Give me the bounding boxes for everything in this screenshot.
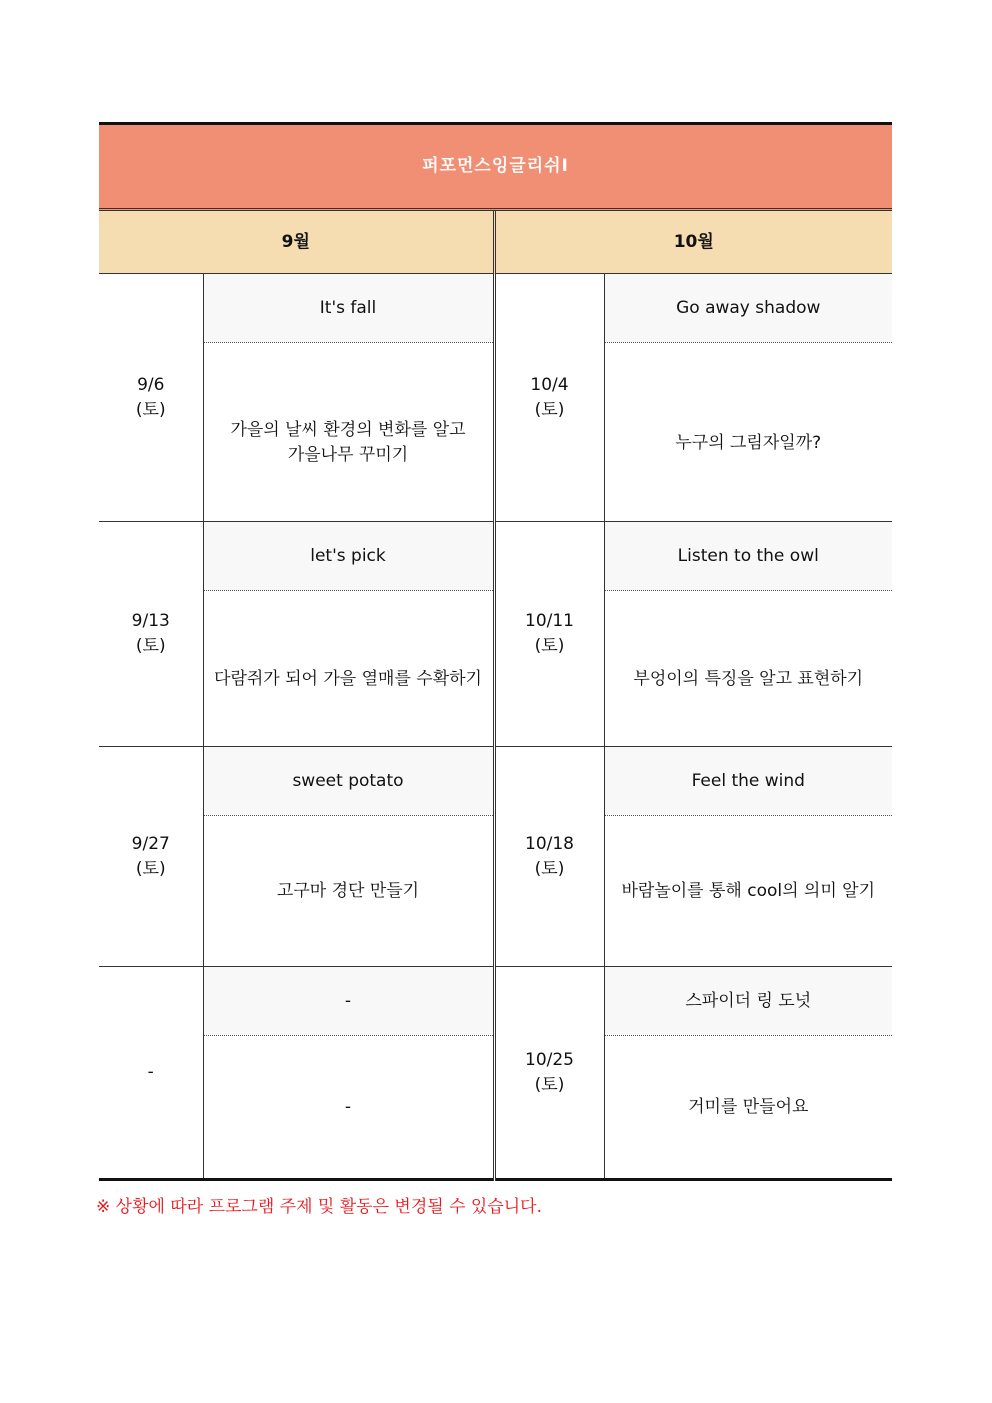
schedule-row	[99, 967, 892, 1036]
session-description	[203, 591, 494, 747]
session-description	[203, 816, 494, 967]
session-date: 9/13	[131, 611, 170, 631]
session-date-cell	[494, 522, 604, 747]
session-description	[604, 816, 892, 967]
page-title: 퍼포먼스잉글리쉬Ⅰ	[99, 124, 892, 210]
session-day: (토)	[534, 399, 565, 420]
session-topic: -	[203, 967, 494, 1036]
description-line: 다람쥐가 되어 가을 열매를 수확하기	[214, 669, 482, 689]
schedule-row	[99, 747, 892, 816]
session-day: (토)	[534, 1074, 565, 1095]
schedule-row	[99, 274, 892, 343]
session-date: 10/11	[525, 611, 574, 631]
session-topic: 스파이더 링 도넛	[604, 967, 892, 1036]
schedule-row	[99, 522, 892, 591]
month-header-row	[99, 210, 892, 274]
session-description	[604, 1036, 892, 1180]
session-date: -	[147, 1062, 154, 1082]
session-date: 9/27	[131, 833, 170, 854]
session-day: (토)	[534, 858, 565, 879]
session-date-cell	[99, 967, 203, 1180]
session-topic: It's fall	[203, 274, 494, 343]
session-date-cell	[494, 747, 604, 967]
session-date-cell	[494, 967, 604, 1180]
session-description	[604, 591, 892, 747]
session-date-cell	[99, 274, 203, 522]
session-date-cell	[99, 747, 203, 967]
session-day: (토)	[135, 399, 166, 420]
month-header-october: 10월	[494, 210, 892, 274]
description-line: 부엉이의 특징을 알고 표현하기	[633, 669, 864, 689]
session-date: 10/25	[525, 1049, 574, 1070]
description-line: 가을의 날씨 환경의 변화를 알고	[230, 420, 466, 440]
session-date: 10/18	[525, 833, 574, 854]
session-day: (토)	[135, 858, 166, 879]
description-line: 가을나무 꾸미기	[287, 445, 409, 465]
description-line: -	[344, 1096, 352, 1117]
schedule-table	[99, 122, 892, 1181]
session-topic: Feel the wind	[604, 747, 892, 816]
schedule-change-note: ※ 상황에 따라 프로그램 주제 및 활동은 변경될 수 있습니다.	[96, 1197, 542, 1217]
session-topic: let's pick	[203, 522, 494, 591]
description-line: 바람놀이를 통해 cool의 의미 알기	[621, 880, 876, 901]
session-description	[604, 343, 892, 522]
session-date: 10/4	[530, 374, 569, 395]
session-day: (토)	[135, 636, 166, 656]
session-topic: Listen to the owl	[604, 522, 892, 591]
description-line: 고구마 경단 만들기	[276, 880, 420, 901]
session-date-cell	[494, 274, 604, 522]
schedule-sheet	[99, 122, 892, 1181]
session-description	[203, 1036, 494, 1180]
description-line: 거미를 만들어요	[688, 1096, 809, 1117]
session-date-cell	[99, 522, 203, 747]
month-header-september: 9월	[99, 210, 494, 274]
session-topic: Go away shadow	[604, 274, 892, 343]
description-line: 누구의 그림자일까?	[675, 432, 822, 453]
session-topic: sweet potato	[203, 747, 494, 816]
title-row	[99, 124, 892, 210]
session-day: (토)	[534, 636, 565, 656]
session-date: 9/6	[137, 374, 165, 395]
session-description	[203, 343, 494, 522]
